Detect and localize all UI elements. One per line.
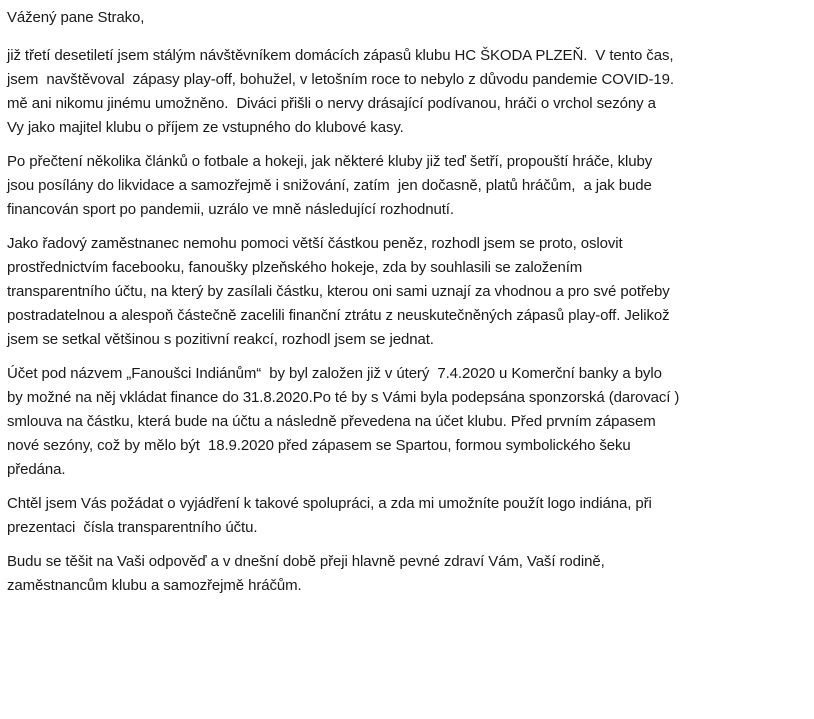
text-line: smlouva na částku, která bude na účtu a následně převedena na účet klubu. Před prvním zápasem	[7, 413, 656, 430]
text-line: Budu se těšit na Vaši odpověď a v dnešní době přeji hlavně pevné zdraví Vám, Vaší rodině,	[7, 553, 605, 570]
text-line: předána.	[7, 461, 66, 478]
text-line: zaměstnancům klubu a samozřejmě hráčům.	[7, 577, 302, 594]
text-line: Chtěl jsem Vás požádat o vyjádření k takové spolupráci, a zda mi umožníte použít logo indiána, při	[7, 495, 652, 512]
text-line: prezentaci čísla transparentního účtu.	[7, 519, 258, 536]
letter-body	[7, 0, 807, 598]
text-line: Vy jako majitel klubu o příjem ze vstupného do klubové kasy.	[7, 119, 404, 136]
paragraph-6	[7, 550, 807, 598]
paragraph-2	[7, 150, 807, 222]
text-line: mě ani nikomu jinému umožněno. Diváci přišli o nervy drásající podívanou, hráči o vrchol sezóny a	[7, 95, 656, 112]
paragraph-1	[7, 44, 807, 140]
text-line: jsem navštěvoval zápasy play-off, bohužel, v letošním roce to nebylo z důvodu pandemie COVID-19.	[7, 71, 674, 88]
salutation: Vážený pane Strako,	[7, 9, 145, 26]
text-line: by možné na něj vkládat finance do 31.8.2020.Po té by s Vámi byla podepsána sponzorská (darovací )	[7, 389, 680, 406]
text-line: financován sport po pandemii, uzrálo ve mně následující rozhodnutí.	[7, 201, 454, 218]
text-line: transparentního účtu, na který by zasílali částku, kterou oni sami uznají za vhodnou a pro své potřeby	[7, 283, 670, 300]
text-line: jsem se setkal většinou s pozitivní reakcí, rozhodl jsem se jednat.	[7, 331, 434, 348]
paragraph-4	[7, 362, 807, 482]
text-line: prostřednictvím facebooku, fanoušky plzeňského hokeje, zda by souhlasili se založením	[7, 259, 583, 276]
text-line: již třetí desetiletí jsem stálým návštěvníkem domácích zápasů klubu HC ŠKODA PLZEŇ. V tento čas,	[7, 47, 674, 64]
paragraph-3	[7, 232, 807, 352]
paragraph-5	[7, 492, 807, 540]
text-line: jsou posílány do likvidace a samozřejmě i snižování, zatím jen dočasně, platů hráčům, a jak bude	[7, 177, 652, 194]
text-line: postradatelnou a alespoň částečně zacelili finanční ztrátu z neuskutečněných zápasů play-off. Jelikož	[7, 307, 670, 324]
text-line: Účet pod názvem „Fanoušci Indiánům“ by byl založen již v úterý 7.4.2020 u Komerční banky a bylo	[7, 365, 662, 382]
text-line: Po přečtení několika článků o fotbale a hokeji, jak některé kluby již teď šetří, propouští hráče, kluby	[7, 153, 653, 170]
text-line: Jako řadový zaměstnanec nemohu pomoci větší částkou peněz, rozhodl jsem se proto, oslovit	[7, 235, 623, 252]
text-line: nové sezóny, což by mělo být 18.9.2020 před zápasem se Spartou, formou symbolického šeku	[7, 437, 631, 454]
